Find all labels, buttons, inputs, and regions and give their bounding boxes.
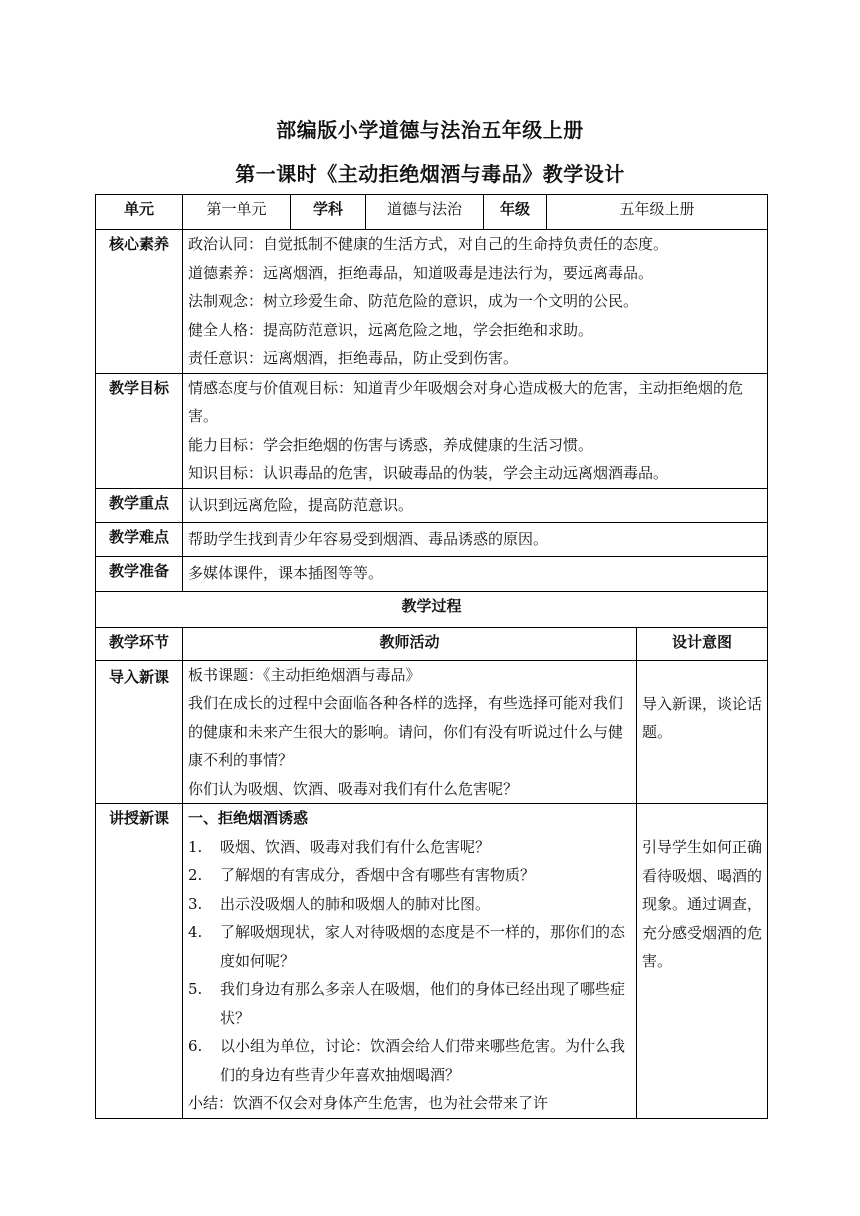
list-item-number: 2. — [188, 866, 203, 884]
list-item-text: 出示没吸烟人的肺和吸烟人的肺对比图。 — [220, 894, 491, 913]
intro-line: 我们在成长的过程中会面临各种各样的选择，有些选择可能对我们的健康和未来产生很大的影响。请问，你们有没有听说过什么与健康不利的事情？ — [188, 694, 624, 769]
grade-label: 年级 — [484, 195, 547, 230]
goal-line: 知识目标：认识毒品的危害，识破毒品的伪装，学会主动远离烟酒毒品。 — [188, 464, 669, 482]
difficulty-row — [96, 522, 768, 556]
process-title: 教学过程 — [96, 591, 768, 627]
stage-header: 教学环节 — [96, 627, 183, 660]
list-item — [188, 975, 631, 1032]
key-point-row — [96, 488, 768, 522]
list-item — [188, 833, 631, 862]
core-literacy-row — [96, 230, 768, 374]
intro-line: 你们认为吸烟、饮酒、吸毒对我们有什么危害呢？ — [188, 779, 519, 798]
goal-line: 能力目标：学会拒绝烟的伤害与诱惑，养成健康的生活习惯。 — [188, 435, 594, 454]
list-item-number: 6. — [188, 1037, 203, 1055]
goal-line: 情感态度与价值观目标：知道青少年吸烟会对身心造成极大的危害，主动拒绝烟的危害。 — [188, 378, 744, 425]
intro-row — [96, 660, 768, 804]
core-literacy-line: 政治认同：自觉抵制不健康的生活方式，对自己的生命持负责任的态度。 — [188, 235, 669, 253]
process-header-row — [96, 627, 768, 660]
key-point-label: 教学重点 — [96, 488, 183, 522]
document-subtitle: 第一课时《主动拒绝烟酒与毒品》教学设计 — [235, 162, 625, 186]
core-literacy-line: 道德素养：远离烟酒，拒绝毒品，知道吸毒是违法行为，要远离毒品。 — [188, 263, 654, 282]
subject-label: 学科 — [291, 195, 366, 230]
teach-intent: 引导学生如何正确看待吸烟、喝酒的现象。通过调查，充分感受烟酒的危害。 — [637, 804, 768, 1119]
process-title-row — [96, 591, 768, 627]
goals-content — [183, 373, 768, 488]
list-item — [188, 890, 631, 919]
teach-section-title: 一、拒绝烟酒诱惑 — [188, 809, 309, 827]
teach-row — [96, 804, 768, 1119]
difficulty-label: 教学难点 — [96, 522, 183, 556]
intro-stage: 导入新课 — [96, 660, 183, 804]
intro-intent: 导入新课，谈论话题。 — [637, 660, 768, 804]
teach-summary: 小结：饮酒不仅会对身体产生危害，也为社会带来了许 — [188, 1094, 549, 1112]
preparation-row — [96, 556, 768, 591]
list-item-number: 1. — [188, 837, 203, 856]
lesson-plan-table — [95, 194, 768, 1119]
list-item — [188, 861, 631, 890]
core-literacy-line: 法制观念：树立珍爱生命、防范危险的意识，成为一个文明的公民。 — [188, 292, 639, 310]
list-item-text: 了解烟的有害成分，香烟中含有哪些有害物质？ — [220, 866, 536, 884]
teach-stage: 讲授新课 — [96, 804, 183, 1119]
teach-activity — [183, 804, 637, 1119]
list-item-number: 4. — [188, 923, 203, 941]
subject-value: 道德与法治 — [366, 195, 484, 230]
core-literacy-label: 核心素养 — [96, 230, 183, 374]
list-item — [188, 1032, 631, 1089]
intro-line: 板书课题：《主动拒绝烟酒与毒品》 — [188, 665, 421, 684]
key-point-value: 认识到远离危险，提高防范意识。 — [183, 488, 768, 522]
info-row — [96, 195, 768, 230]
intro-activity — [183, 660, 637, 804]
goals-row — [96, 373, 768, 488]
unit-label: 单元 — [96, 195, 183, 230]
intent-header: 设计意图 — [637, 627, 768, 660]
core-literacy-content — [183, 230, 768, 374]
goals-label: 教学目标 — [96, 373, 183, 488]
preparation-label: 教学准备 — [96, 556, 183, 591]
activity-header: 教师活动 — [183, 627, 637, 660]
list-item-number: 5. — [188, 980, 203, 998]
list-item-text: 以小组为单位，讨论：饮酒会给人们带来哪些危害。为什么我们的身边有些青少年喜欢抽烟喝酒？ — [220, 1037, 626, 1084]
grade-value: 五年级上册 — [547, 195, 768, 230]
difficulty-value: 帮助学生找到青少年容易受到烟酒、毒品诱惑的原因。 — [183, 522, 768, 556]
preparation-value: 多媒体课件，课本插图等等。 — [183, 556, 768, 591]
list-item-number: 3. — [188, 894, 203, 913]
list-item-text: 吸烟、饮酒、吸毒对我们有什么危害呢？ — [220, 837, 491, 856]
list-item-text: 了解吸烟现状，家人对待吸烟的态度是不一样的，那你们的态度如何呢？ — [220, 923, 626, 970]
document-title: 部编版小学道德与法治五年级上册 — [276, 118, 584, 142]
core-literacy-line: 健全人格：提高防范意识，远离危险之地，学会拒绝和求助。 — [188, 320, 594, 339]
list-item — [188, 918, 631, 975]
unit-value: 第一单元 — [183, 195, 291, 230]
list-item-text: 我们身边有那么多亲人在吸烟，他们的身体已经出现了哪些症状？ — [220, 980, 626, 1027]
core-literacy-line: 责任意识：远离烟酒，拒绝毒品，防止受到伤害。 — [188, 349, 519, 367]
